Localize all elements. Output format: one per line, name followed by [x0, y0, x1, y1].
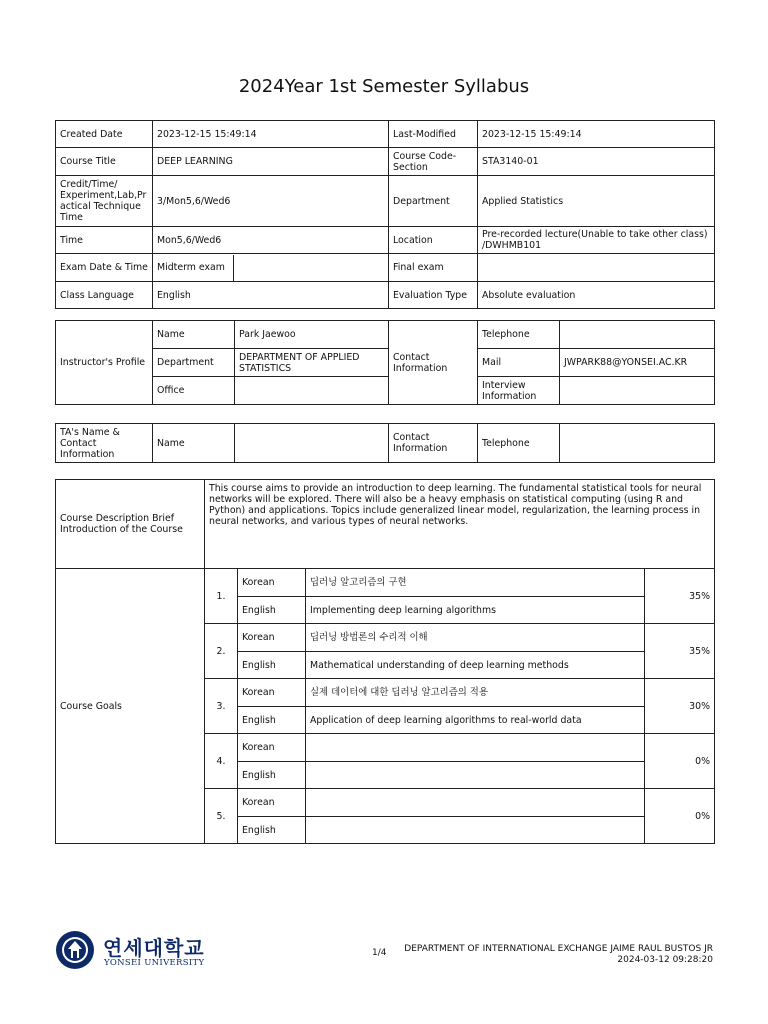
goal-english-text: [306, 762, 645, 789]
instructor-department-label: Department: [153, 349, 235, 377]
logo-korean-text: 연세대학교: [103, 936, 205, 960]
final-exam-label: Final exam: [389, 254, 478, 282]
instructor-office-label: Office: [153, 377, 235, 405]
ta-contact-label: Contact Information: [389, 424, 478, 463]
goal-english-label: English: [238, 652, 306, 679]
course-title-label: Course Title: [56, 148, 153, 176]
goal-english-label: English: [238, 817, 306, 844]
course-code-value: STA3140-01: [478, 148, 715, 176]
page-number: 1/4: [372, 948, 387, 958]
goal-korean-text: 딥러닝 방법론의 수리적 이해: [306, 624, 645, 652]
goal-number: 1.: [205, 569, 238, 624]
instructor-contact-label: Contact Information: [389, 321, 478, 405]
goal-english-text: Application of deep learning algorithms to real-world data: [306, 707, 645, 734]
language-value: English: [153, 282, 389, 309]
ta-table: [55, 423, 715, 463]
instructor-interview-label: Interview Information: [478, 377, 560, 405]
goal-korean-label: Korean: [238, 569, 306, 597]
instructor-name-value: Park Jaewoo: [235, 321, 389, 349]
goal-weight: 35%: [645, 569, 715, 624]
time-label: Time: [56, 227, 153, 254]
goal-english-label: English: [238, 762, 306, 789]
credit-value: 3/Mon5,6/Wed6: [153, 176, 389, 227]
ta-telephone-value: [560, 424, 715, 463]
evaluation-label: Evaluation Type: [389, 282, 478, 309]
instructor-mail-label: Mail: [478, 349, 560, 377]
instructor-telephone-value: [560, 321, 715, 349]
goal-korean-text: 실제 데이터에 대한 딥러닝 알고리즘의 적용: [306, 679, 645, 707]
goal-number: 4.: [205, 734, 238, 789]
goal-weight: 0%: [645, 734, 715, 789]
goal-english-label: English: [238, 707, 306, 734]
course-goals-label: Course Goals: [56, 569, 205, 844]
goal-weight: 30%: [645, 679, 715, 734]
goal-number: 5.: [205, 789, 238, 844]
instructor-name-label: Name: [153, 321, 235, 349]
course-description-label: Course Description Brief Introduction of the Course: [56, 480, 205, 569]
course-title-value: DEEP LEARNING: [153, 148, 389, 176]
university-seal-icon: [55, 930, 95, 970]
created-date-label: Created Date: [56, 121, 153, 148]
ta-telephone-label: Telephone: [478, 424, 560, 463]
ta-name-label: Name: [153, 424, 235, 463]
department-value: Applied Statistics: [478, 176, 715, 227]
course-goals-table: [55, 479, 715, 844]
created-date-value: 2023-12-15 15:49:14: [153, 121, 389, 148]
final-exam-value: [478, 254, 715, 282]
goal-korean-label: Korean: [238, 789, 306, 817]
goal-english-text: [306, 817, 645, 844]
printed-by: DEPARTMENT OF INTERNATIONAL EXCHANGE JAIME RAUL BUSTOS JR 2024-03-12 09:28:20: [404, 944, 713, 965]
ta-label: TA's Name & Contact Information: [56, 424, 153, 463]
goal-english-text: Implementing deep learning algorithms: [306, 597, 645, 624]
goal-weight: 0%: [645, 789, 715, 844]
instructor-interview-value: [560, 377, 715, 405]
last-modified-value: 2023-12-15 15:49:14: [478, 121, 715, 148]
evaluation-value: Absolute evaluation: [478, 282, 715, 309]
language-label: Class Language: [56, 282, 153, 309]
page-title: 2024Year 1st Semester Syllabus: [238, 76, 530, 97]
goal-korean-text: [306, 734, 645, 762]
time-value: Mon5,6/Wed6: [153, 227, 389, 254]
goal-english-label: English: [238, 597, 306, 624]
location-label: Location: [389, 227, 478, 254]
instructor-table: [55, 320, 715, 405]
instructor-profile-label: Instructor's Profile: [56, 321, 153, 405]
instructor-department-value: DEPARTMENT OF APPLIED STATISTICS: [235, 349, 389, 377]
department-label: Department: [389, 176, 478, 227]
course-code-label: Course Code-Section: [389, 148, 478, 176]
goal-english-text: Mathematical understanding of deep learning methods: [306, 652, 645, 679]
location-value: Pre-recorded lecture(Unable to take other class) /DWHMB101: [478, 227, 715, 254]
logo-english-text: YONSEI UNIVERSITY: [104, 958, 205, 968]
goal-korean-text: [306, 789, 645, 817]
ta-name-value: [235, 424, 389, 463]
course-info-table: [55, 120, 715, 309]
instructor-mail-value: JWPARK88@YONSEI.AC.KR: [560, 349, 715, 377]
goal-korean-label: Korean: [238, 679, 306, 707]
instructor-office-value: [235, 377, 389, 405]
goal-korean-label: Korean: [238, 734, 306, 762]
instructor-telephone-label: Telephone: [478, 321, 560, 349]
goal-number: 2.: [205, 624, 238, 679]
goal-korean-label: Korean: [238, 624, 306, 652]
goal-weight: 35%: [645, 624, 715, 679]
exam-value: [153, 254, 389, 282]
exam-label: Exam Date & Time: [56, 254, 153, 282]
credit-label: Credit/Time/ Experiment,Lab,Practical Technique Time: [56, 176, 153, 227]
last-modified-label: Last-Modified: [389, 121, 478, 148]
course-description-text: This course aims to provide an introduction to deep learning. The fundamental statistical tools for neural networks will be explored. There will also be a heavy emphasis on statistical computing (using R and Python) and applications. Topics include generalized linear model, regularization, the learning process in neural networks, and various types of neural networks.: [205, 480, 715, 569]
goal-number: 3.: [205, 679, 238, 734]
midterm-exam: Midterm exam: [153, 255, 234, 281]
midterm-exam-date: [234, 255, 388, 281]
goal-korean-text: 딥러닝 알고리즘의 구현: [306, 569, 645, 597]
yonsei-logo: [55, 930, 205, 974]
